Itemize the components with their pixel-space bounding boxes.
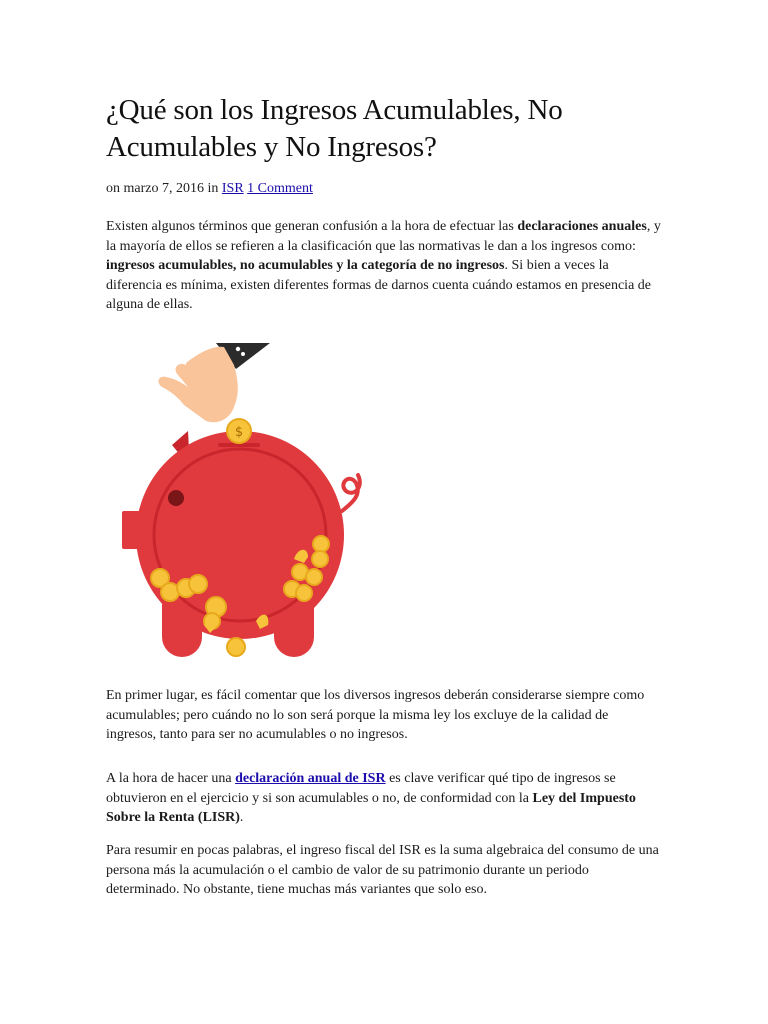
svg-text:$: $ [234,425,244,440]
p3-text-2: es clave verificar qué tipo de ingresos se obtuvieron en el ejercicio y si son acumulables o no, de conformidad con la [106,771,616,806]
intro-text-2: , y la mayoría de ellos se refieren a la clasificación que las normativas le dan a los ingresos como: [106,219,661,254]
pig-snout [122,511,152,549]
category-link[interactable]: ISR [221,181,244,196]
paragraph-4: Para resumir en pocas palabras, el ingreso fiscal del ISR es la suma algebraica del consumo de una persona más la acumulación o el cambio de valor de su patrimonio durante un periodo determinado. No obstante, tiene muchas más variantes que solo eso. [106,843,659,897]
pig-tail [342,475,360,511]
post-meta [106,180,313,198]
isr-declaration-link[interactable]: declaración anual de ISR [235,771,386,786]
cufflink-icon [236,347,240,351]
piggy-bank-icon [136,431,344,639]
intro-text-1: Existen algunos términos que generan confusión a la hora de efectuar las [106,219,518,234]
intro-paragraph [106,217,661,315]
intro-text-3: . Si bien a veces la diferencia es mínima, existen diferentes formas de darnos cuenta cuándo estamos en presencia de alguna de ellas. [106,258,652,312]
p3-text-1: A la hora de hacer una [106,771,236,786]
article-title: ¿Qué son los Ingresos Acumulables, No Acumulables y No Ingresos? [106,94,563,163]
p3-text-3: . [239,810,244,825]
comments-link[interactable]: 1 Comment [247,181,313,196]
pig-eye [168,490,184,506]
intro-bold-1: declaraciones anuales [517,219,647,234]
hand-icon [159,347,238,423]
p3-bold: Ley del Impuesto Sobre la Renta (LISR) [106,790,636,825]
paragraph-3 [106,769,661,828]
intro-bold-2: ingresos acumulables, no acumulables y la categoría de no ingresos [106,258,505,273]
paragraph-2: En primer lugar, es fácil comentar que los diversos ingresos deberán considerarse siempre como acumulables; pero cuándo no lo son será porque la misma ley los excluye de la calidad de ingresos, tanto para ser no acumulables o no ingresos. [106,688,645,742]
post-date: on marzo 7, 2016 in [106,181,219,196]
piggy-bank-svg [106,335,368,675]
piggy-bank-illustration [106,335,368,675]
